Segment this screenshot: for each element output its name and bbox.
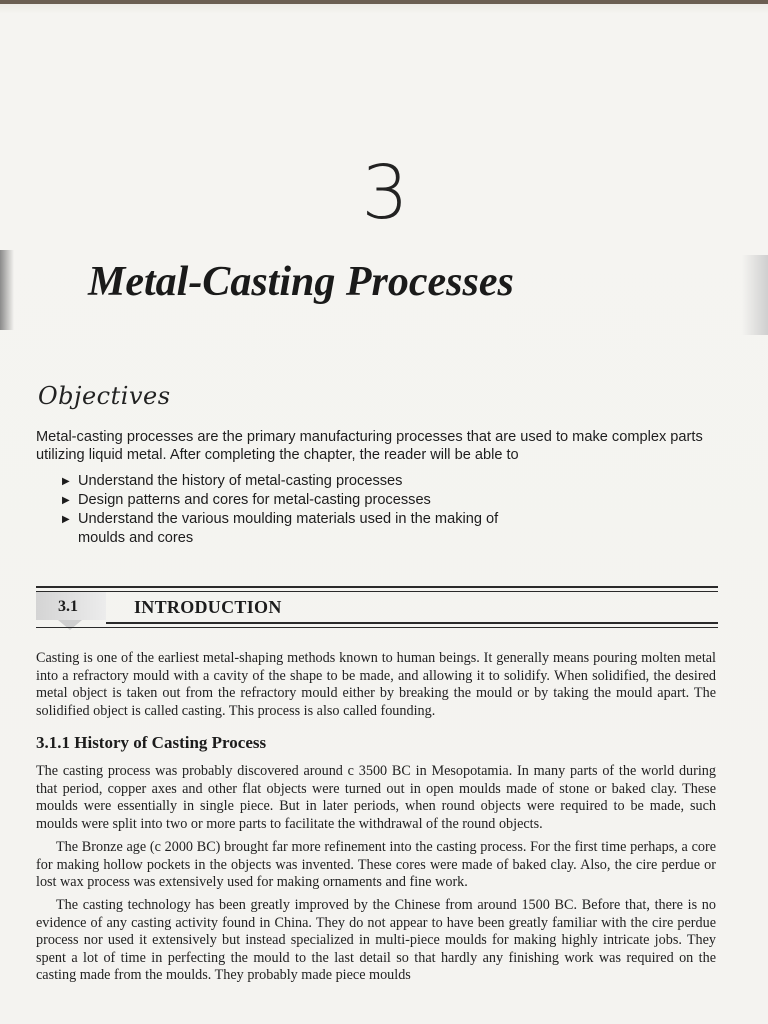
triangle-bullet-icon: ▶ <box>62 495 70 506</box>
objective-text: Understand the history of metal-casting processes <box>78 473 403 489</box>
section-title: INTRODUCTION <box>134 597 282 617</box>
objective-text: Understand the various moulding materials used in the making of moulds and cores <box>78 511 499 546</box>
objective-item <box>62 510 548 548</box>
section-rule-top <box>36 586 718 588</box>
objective-text: Design patterns and cores for metal-casting processes <box>78 492 431 508</box>
triangle-bullet-icon: ▶ <box>62 514 70 525</box>
section-number: 3.1 <box>58 598 78 615</box>
binding-shadow <box>0 250 14 330</box>
page-edge-shadow <box>742 255 768 335</box>
objectives-intro: Metal-casting processes are the primary manufacturing processes that are used to make complex parts utilizing liquid metal. After completing the chapter, the reader will be able to <box>36 429 703 463</box>
chapter-title: Metal-Casting Processes <box>88 259 514 305</box>
section-rule-bottom <box>106 622 718 624</box>
history-paragraph: The Bronze age (c 2000 BC) brought far more refinement into the casting process. For the first time perhaps, a core for making hollow pockets in the objects was invented. These cores were made of baked clay. Also, the cire perdue or lost wax process was extensively used for making ornaments and fine work. <box>36 839 716 891</box>
section-tab-arrow-icon <box>58 620 82 630</box>
chapter-number: 3 <box>361 150 407 236</box>
section-rule-bottom-thin <box>36 627 718 628</box>
history-paragraph: The casting technology has been greatly improved by the Chinese from around 1500 BC. Before that, there is no evidence of any casting activity found in China. They do not appear to have been greatly familiar with the cire perdue process nor used it extensively but instead specialized in multi-piece moulds for making highly intricate jobs. They spent a lot of time in perfecting the mould to the last detail so that hardly any finishing work was required on the casting made from the moulds. They probably made piece moulds <box>36 897 716 984</box>
section-rule-top-thin <box>36 591 718 592</box>
objectives-list <box>62 472 662 548</box>
objective-item <box>62 472 662 491</box>
intro-paragraph: Casting is one of the earliest metal-shaping methods known to human beings. It generally means pouring molten metal into a refractory mould with a cavity of the shape to be made, and allowing it to solidify. When solidified, the desired metal object is taken out from the refractory mould either by breaking the mould or by taking the mould apart. The solidified object is called casting. This process is also called founding. <box>36 650 716 719</box>
objective-item <box>62 491 662 510</box>
history-paragraph: The casting process was probably discovered around c 3500 BC in Mesopotamia. In many parts of the world during that period, copper axes and other flat objects were turned out in open moulds made of stone or baked clay. These moulds were essentially in single piece. But in later periods, when round objects were required to be made, such moulds were split into two or more parts to facilitate the withdrawal of the round objects. <box>36 763 716 832</box>
objectives-heading: Objectives <box>38 382 171 410</box>
page-top-edge <box>0 0 768 4</box>
subsection-title: 3.1.1 History of Casting Process <box>36 733 267 752</box>
triangle-bullet-icon: ▶ <box>62 476 70 487</box>
